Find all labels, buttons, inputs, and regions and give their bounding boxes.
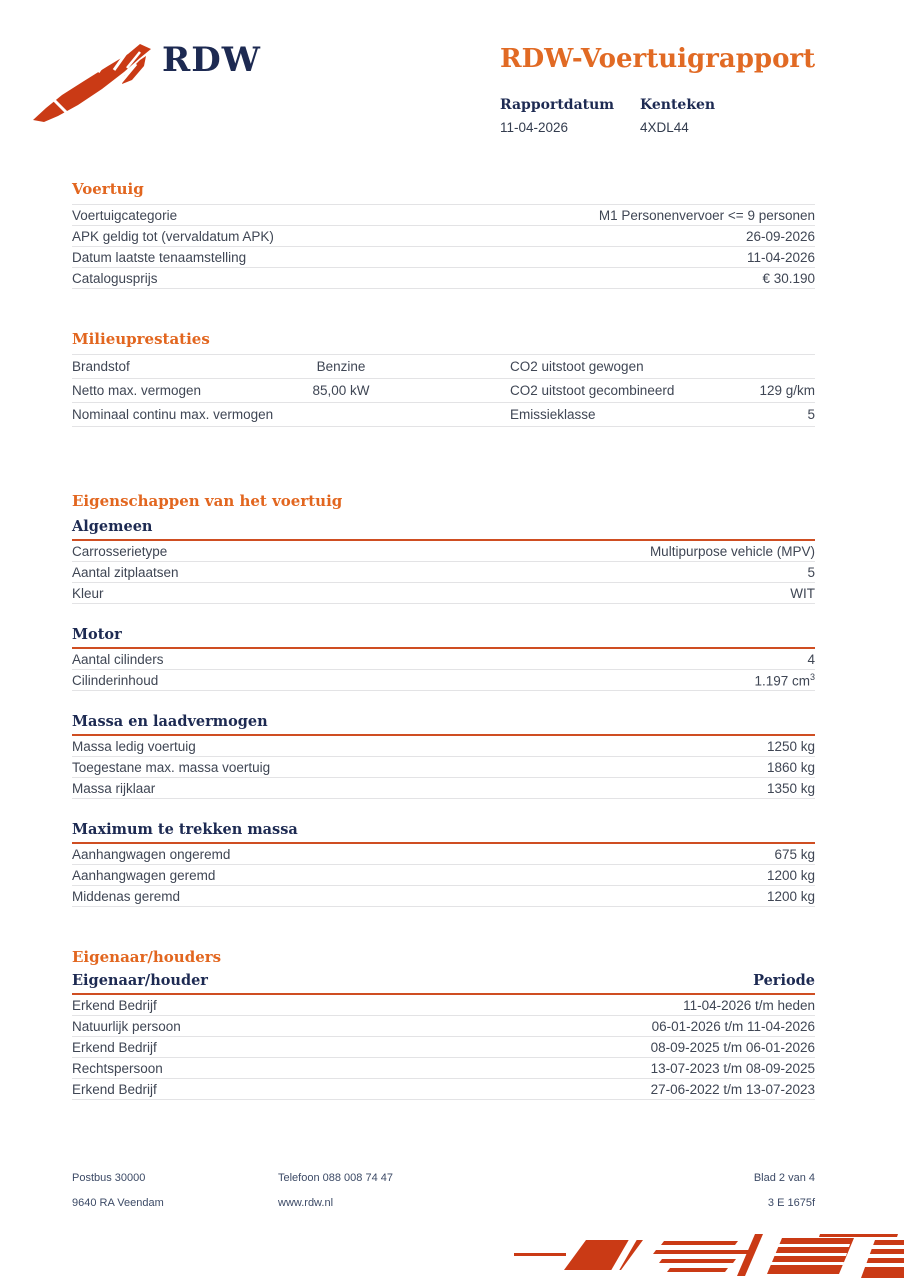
footer-phone: Telefoon 088 008 74 47 bbox=[278, 1172, 393, 1184]
superscript: 3 bbox=[809, 671, 815, 682]
rdw-logo-text: RDW bbox=[162, 40, 261, 80]
footer-address bbox=[72, 1172, 278, 1222]
owner-name: Erkend Bedrijf bbox=[72, 997, 157, 1013]
row-value: 11-04-2026 bbox=[746, 249, 815, 265]
table-row bbox=[72, 995, 815, 1015]
row-label: Kleur bbox=[72, 585, 104, 601]
row-value: Multipurpose vehicle (MPV) bbox=[649, 543, 815, 559]
owner-period: 27-06-2022 t/m 13-07-2023 bbox=[650, 1081, 815, 1097]
row-value: 4 bbox=[807, 651, 815, 667]
owner-period: 08-09-2025 t/m 06-01-2026 bbox=[650, 1039, 815, 1055]
section-title-eigenaar: Eigenaar/houders bbox=[72, 948, 222, 966]
license-plate-value: 4XDL44 bbox=[640, 120, 689, 135]
table-row bbox=[72, 1015, 815, 1036]
row-label: Massa rijklaar bbox=[72, 780, 156, 796]
table-row bbox=[72, 354, 815, 378]
table-row bbox=[72, 582, 815, 603]
license-plate-label: Kenteken bbox=[640, 97, 716, 113]
page-footer bbox=[72, 1172, 815, 1222]
row-value: 26-09-2026 bbox=[745, 228, 815, 244]
row-value: 675 kg bbox=[774, 846, 815, 862]
footer-address-line1: Postbus 30000 bbox=[72, 1172, 146, 1184]
row-label: CO2 uitstoot gewogen bbox=[510, 359, 644, 374]
owners-table-header bbox=[72, 972, 815, 995]
table-row bbox=[72, 864, 815, 885]
table-row bbox=[72, 402, 815, 426]
owner-name: Erkend Bedrijf bbox=[72, 1081, 157, 1097]
table-row bbox=[72, 561, 815, 582]
row-label: Emissieklasse bbox=[510, 407, 596, 422]
owner-name: Rechtspersoon bbox=[72, 1060, 163, 1076]
subsection-motor bbox=[72, 626, 815, 691]
table-row bbox=[72, 736, 815, 756]
footer-website: www.rdw.nl bbox=[278, 1197, 334, 1209]
subsection-title-massa: Massa en laadvermogen bbox=[72, 713, 815, 736]
row-value: 5 bbox=[807, 564, 815, 580]
row-value: 85,00 kW bbox=[312, 383, 370, 398]
table-row bbox=[72, 1036, 815, 1057]
row-label: Massa ledig voertuig bbox=[72, 738, 196, 754]
report-date-value: 11-04-2026 bbox=[500, 120, 569, 135]
owner-name: Natuurlijk persoon bbox=[72, 1018, 181, 1034]
page-title: RDW-Voertuigrapport bbox=[500, 44, 816, 74]
row-value: 1200 kg bbox=[766, 888, 815, 904]
section-eigenschappen bbox=[72, 492, 815, 907]
row-label: APK geldig tot (vervaldatum APK) bbox=[72, 228, 274, 244]
owner-period: 13-07-2023 t/m 08-09-2025 bbox=[650, 1060, 815, 1076]
row-label: Nominaal continu max. vermogen bbox=[72, 407, 274, 422]
table-row bbox=[72, 1078, 815, 1099]
row-label: Aanhangwagen geremd bbox=[72, 867, 216, 883]
row-label: Cilinderinhoud bbox=[72, 672, 159, 688]
row-value: 1.197 $cm^3$ bbox=[754, 671, 815, 689]
row-value: 1200 kg bbox=[766, 867, 815, 883]
row-label: Netto max. vermogen bbox=[72, 383, 202, 398]
column-header-period: Periode bbox=[753, 972, 815, 989]
table-row bbox=[72, 777, 815, 798]
footer-form-code: 3 E 1675f bbox=[767, 1197, 815, 1209]
row-value: 5 bbox=[807, 407, 815, 422]
table-row bbox=[72, 844, 815, 864]
row-value: € 30.190 bbox=[762, 270, 815, 286]
table-row bbox=[72, 541, 815, 561]
table-row bbox=[72, 225, 815, 246]
row-label: Aantal cilinders bbox=[72, 651, 164, 667]
row-value: 1350 kg bbox=[766, 780, 815, 796]
table-row bbox=[72, 649, 815, 669]
row-label: Middenas geremd bbox=[72, 888, 181, 904]
row-label: Carrosserietype bbox=[72, 543, 168, 559]
owner-period: 11-04-2026 t/m heden bbox=[683, 997, 815, 1013]
column-header-owner: Eigenaar/houder bbox=[72, 972, 208, 989]
footer-contact bbox=[278, 1172, 754, 1222]
report-meta bbox=[500, 97, 780, 135]
owner-name: Erkend Bedrijf bbox=[72, 1039, 157, 1055]
row-label: Datum laatste tenaamstelling bbox=[72, 249, 247, 265]
footer-page-number: Blad 2 van 4 bbox=[753, 1172, 815, 1184]
table-row bbox=[72, 204, 815, 225]
section-title-voertuig: Voertuig bbox=[72, 180, 144, 198]
section-voertuig bbox=[72, 180, 815, 289]
table-row bbox=[72, 246, 815, 267]
row-label: Aantal zitplaatsen bbox=[72, 564, 179, 580]
table-row bbox=[72, 378, 815, 402]
table-row bbox=[72, 267, 815, 288]
subsection-title-algemeen: Algemeen bbox=[72, 518, 815, 541]
row-value: 1250 kg bbox=[766, 738, 815, 754]
report-date-label: Rapportdatum bbox=[500, 97, 615, 113]
row-label: Aanhangwagen ongeremd bbox=[72, 846, 231, 862]
row-label: Voertuigcategorie bbox=[72, 207, 178, 223]
subsection-algemeen bbox=[72, 518, 815, 604]
subsection-trekken bbox=[72, 821, 815, 907]
table-row bbox=[72, 885, 815, 906]
section-title-eigenschappen: Eigenschappen van het voertuig bbox=[72, 492, 343, 510]
table-row bbox=[72, 1057, 815, 1078]
row-label: Catalogusprijs bbox=[72, 270, 158, 286]
section-title-milieuprestaties: Milieuprestaties bbox=[72, 330, 210, 348]
license-plate bbox=[640, 97, 780, 135]
footer-address-line2: 9640 RA Veendam bbox=[72, 1197, 164, 1209]
subsection-massa bbox=[72, 713, 815, 799]
rdw-feather-logo-icon bbox=[28, 36, 163, 141]
row-value: Benzine bbox=[316, 359, 366, 374]
row-value: WIT bbox=[790, 585, 815, 601]
subsection-title-motor: Motor bbox=[72, 626, 815, 649]
section-milieuprestaties bbox=[72, 330, 815, 427]
row-value: 129 g/km bbox=[759, 383, 815, 398]
row-label: CO2 uitstoot gecombineerd bbox=[510, 383, 675, 398]
footer-page-info bbox=[754, 1172, 815, 1222]
row-label: Brandstof bbox=[72, 359, 130, 374]
row-value: M1 Personenvervoer <= 9 personen bbox=[598, 207, 815, 223]
report-date bbox=[500, 97, 640, 135]
owner-period: 06-01-2026 t/m 11-04-2026 bbox=[651, 1018, 815, 1034]
section-eigenaar bbox=[72, 948, 815, 1100]
table-row bbox=[72, 669, 815, 690]
speed-stripes-graphic-icon bbox=[509, 1232, 904, 1280]
row-value: 1860 kg bbox=[766, 759, 815, 775]
table-row bbox=[72, 756, 815, 777]
subsection-title-trekken: Maximum te trekken massa bbox=[72, 821, 815, 844]
row-label: Toegestane max. massa voertuig bbox=[72, 759, 271, 775]
